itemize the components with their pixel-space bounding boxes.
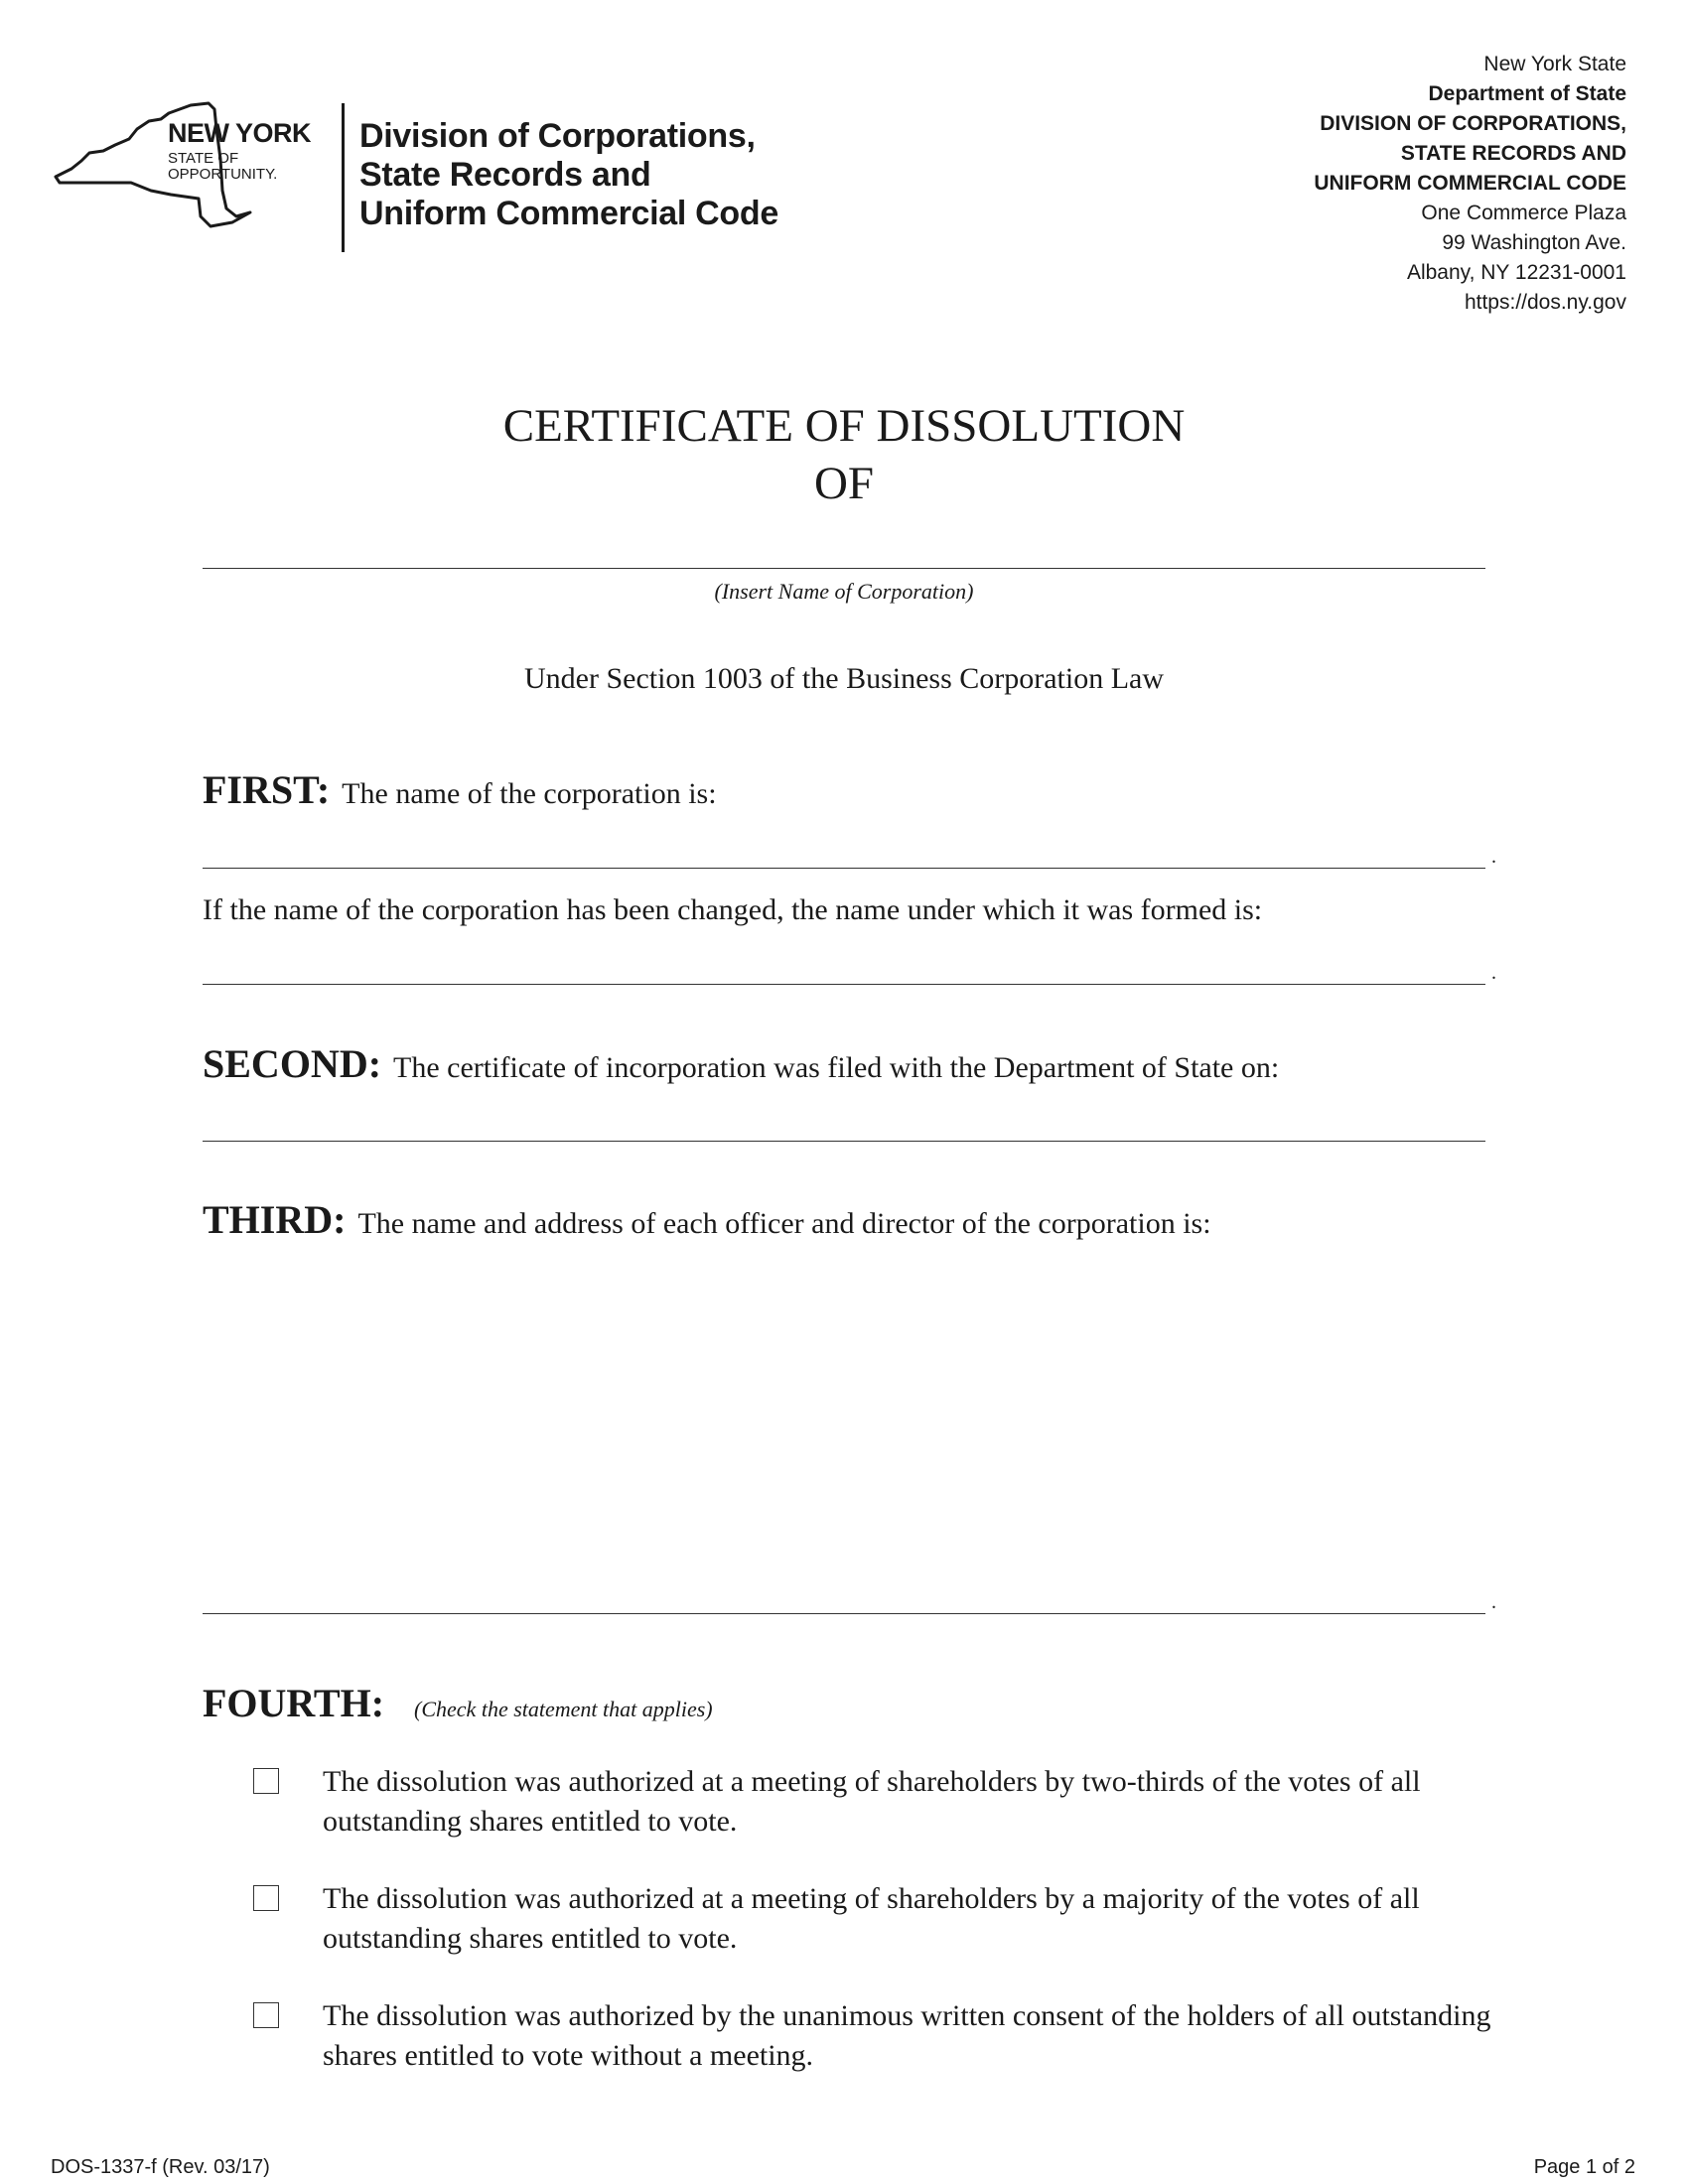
first-text: The name of the corporation is: [342,777,717,810]
unanimous-checkbox[interactable] [253,2002,279,2028]
line-end-dot: . [1491,1591,1496,1613]
fourth-heading: FOURTH: [203,1681,385,1725]
logo-divider [342,103,345,252]
first-heading: FIRST: [203,767,331,812]
corporation-name-caption: (Insert Name of Corporation) [714,579,974,604]
former-name-text: If the name of the corporation has been changed, the name under which it was formed is: [203,893,1263,926]
address-line-division-3: UNIFORM COMMERCIAL CODE [1314,172,1626,195]
line-end-dot: . [1491,846,1496,868]
unanimous-option-text: The dissolution was authorized by the unanimous written consent of the holders of all outstanding shares entitled to vote without a meeting. [323,1999,1491,2072]
division-name-line-1: Division of Corporations, [359,117,756,155]
agency-address [1314,50,1626,318]
address-line-website[interactable]: https://dos.ny.gov [1464,291,1626,314]
second-text: The certificate of incorporation was filed with the Department of State on: [393,1051,1280,1084]
ny-wordmark-subtitle-1: STATE OF [168,150,239,167]
fourth-section [203,1680,713,1726]
ny-wordmark-title: NEW YORK [168,118,312,148]
third-heading: THIRD: [203,1197,347,1242]
address-line-division-2: STATE RECORDS AND [1400,142,1626,165]
fourth-hint: (Check the statement that applies) [414,1697,713,1721]
address-line-street-1: One Commerce Plaza [1421,202,1626,224]
address-line-street-2: 99 Washington Ave. [1442,231,1626,254]
ny-wordmark-subtitle-2: OPPORTUNITY. [168,166,278,183]
filing-date-field[interactable] [203,1141,1485,1142]
ny-wordmark [168,120,311,183]
document-title-line-1: CERTIFICATE OF DISSOLUTION [502,400,1186,452]
division-name-line-3: Uniform Commercial Code [359,195,778,232]
second-section [203,1040,1279,1087]
address-line-city: Albany, NY 12231-0001 [1406,261,1626,284]
first-section [203,766,717,813]
two-thirds-option-text: The dissolution was authorized at a meeting of shareholders by two-thirds of the votes of all outstanding shares entitled to vote. [323,1765,1421,1838]
statute-reference: Under Section 1003 of the Business Corporation Law [523,662,1165,695]
address-line-division-1: DIVISION OF CORPORATIONS, [1320,112,1626,135]
form-id: DOS-1337-f (Rev. 03/17) [51,2156,270,2178]
second-heading: SECOND: [203,1041,382,1086]
division-name-line-2: State Records and [359,156,651,194]
officers-directors-field[interactable] [203,1613,1485,1614]
third-text: The name and address of each officer and director of the corporation is: [357,1207,1211,1240]
address-line-department: Department of State [1428,82,1626,105]
division-name [359,117,778,233]
corporation-name-field[interactable] [203,868,1485,869]
majority-option-text: The dissolution was authorized at a meeting of shareholders by a majority of the votes of all outstanding shares entitled to vote. [323,1882,1420,1955]
address-line-state: New York State [1483,53,1626,75]
two-thirds-checkbox[interactable] [253,1768,279,1794]
line-end-dot: . [1491,962,1496,984]
document-title-line-2: OF [813,458,875,509]
document-title [0,397,1688,512]
page-number: Page 1 of 2 [1533,2156,1635,2178]
corporation-name-line[interactable] [203,568,1485,569]
former-name-field[interactable] [203,984,1485,985]
third-section [203,1196,1211,1243]
majority-checkbox[interactable] [253,1885,279,1911]
agency-logo [52,99,806,258]
